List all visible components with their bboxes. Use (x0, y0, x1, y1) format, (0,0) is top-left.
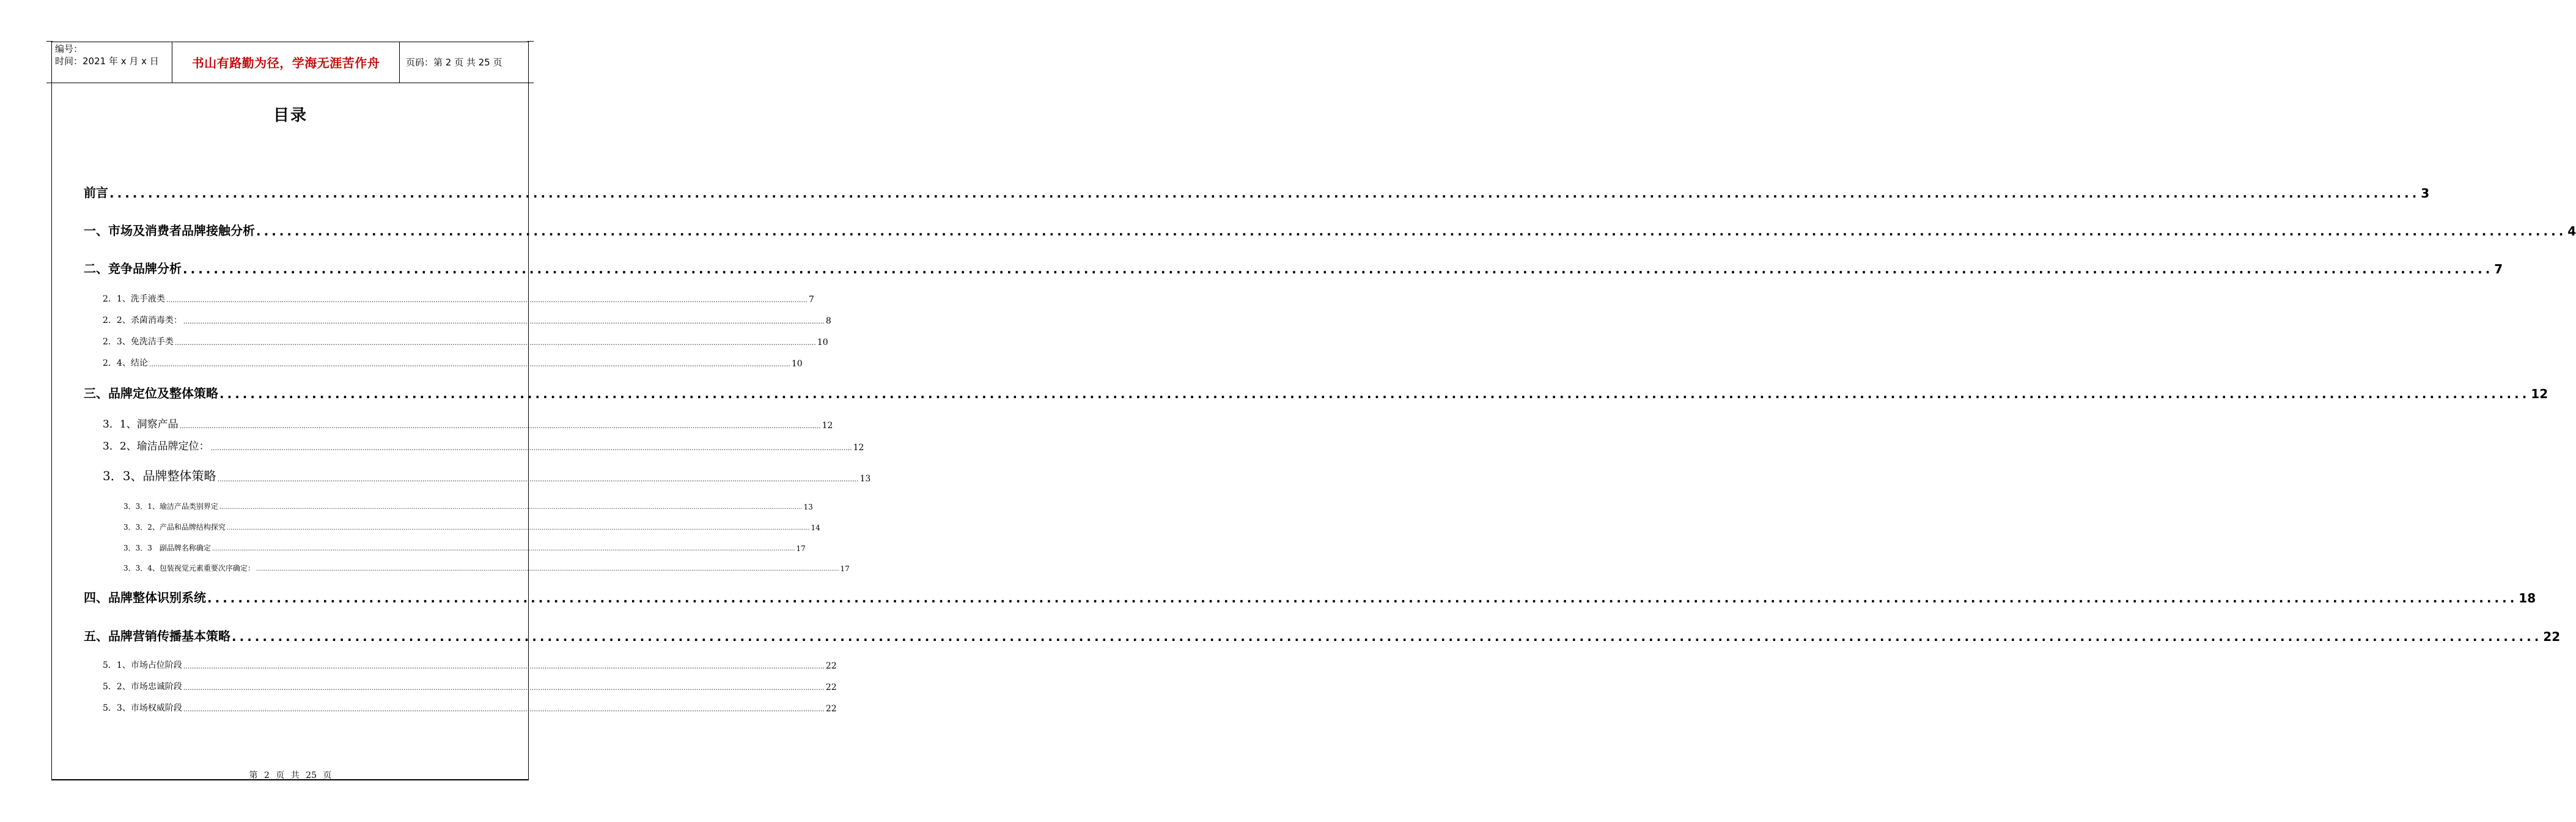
toc-leader: ............................................................................................................................................................................................................................................................................................................ (226, 525, 810, 531)
toc-entry[interactable] (123, 562, 850, 573)
toc-entry-page: 13 (859, 474, 871, 484)
toc-entry[interactable] (123, 521, 820, 532)
toc-entry[interactable] (103, 467, 871, 484)
toc-entry[interactable] (84, 183, 2430, 201)
toc-leader: ............................................................................................................................................................................................................................................................................................................ (183, 317, 825, 325)
toc-entry[interactable] (84, 259, 2503, 276)
toc-leader: ............................................................................................................................................................................................................................................................................................................ (166, 296, 808, 304)
toc-entry-page: 7 (808, 295, 814, 305)
toc-entry[interactable] (103, 335, 828, 347)
toc-leader: ............................................................................................................................................................................................................................................................................................................ (256, 224, 2567, 239)
toc-entry-label: 5．3、市场权威阶段 (103, 703, 182, 713)
toc-entry[interactable] (84, 384, 2548, 401)
toc-entry[interactable] (103, 702, 837, 714)
toc-entry-page: 22 (825, 704, 837, 714)
toc-entry-page: 10 (817, 338, 828, 347)
toc-entry-label: 三、品牌定位及整体策略 (84, 386, 218, 401)
toc-entry[interactable] (103, 314, 831, 326)
date-label: 时间：2021 年 x 月 x 日 (55, 56, 159, 67)
toc-entry-label: 2．4、结论 (103, 358, 148, 368)
toc-entry-label: 四、品牌整体识别系统 (84, 590, 206, 605)
toc-entry-label: 二、竞争品牌分析 (84, 261, 182, 276)
toc-leader: ............................................................................................................................................................................................................................................................................................................ (149, 360, 790, 368)
toc-entry-label: 2．2、杀菌消毒类： (103, 316, 182, 325)
toc-leader: ............................................................................................................................................................................................................................................................................................................ (256, 566, 839, 572)
toc-leader: ............................................................................................................................................................................................................................................................................................................ (183, 662, 825, 670)
toc-entry[interactable] (84, 588, 2536, 605)
toc-entry-page: 10 (791, 359, 803, 369)
toc-entry-label: 3．1、洞察产品 (103, 418, 178, 431)
toc-entry-label: 前言 (84, 185, 108, 200)
toc-entry-page: 8 (825, 316, 831, 326)
toc-entry-label: 3．2、瑜洁品牌定位： (103, 440, 210, 453)
toc-entry[interactable] (84, 221, 2576, 239)
toc-entry-page: 7 (2494, 262, 2503, 276)
toc-entry-page: 13 (803, 503, 813, 511)
toc-entry[interactable] (103, 357, 803, 369)
toc-entry-label: 一、市场及消费者品牌接触分析 (84, 223, 255, 238)
toc-entry-label: 5．2、市场忠诚阶段 (103, 682, 182, 692)
toc-entry-label: 3．3、品牌整体策略 (103, 468, 216, 483)
toc-entry-label: 3．3．4、包装视觉元素重要次序确定： (123, 564, 255, 572)
toc-entry-page: 17 (840, 565, 850, 573)
toc-leader: ............................................................................................................................................................................................................................................................................................................ (217, 475, 859, 483)
toc-leader: ............................................................................................................................................................................................................................................................................................................ (109, 186, 2420, 201)
toc-entry-page: 18 (2519, 591, 2536, 605)
page-info: 页码：第 2 页 共 25 页 (406, 57, 502, 68)
toc-entry-label: 2．1、洗手液类 (103, 294, 165, 304)
toc-entry-page: 22 (825, 683, 837, 692)
code-label: 编号： (55, 43, 83, 54)
toc-leader: ............................................................................................................................................................................................................................................................................................................ (232, 629, 2542, 644)
toc-entry-page: 3 (2421, 186, 2430, 201)
toc-entry-label: 五、品牌营销传播基本策略 (84, 629, 230, 643)
toc-entry-label: 3．3．3 副品牌名称确定 (123, 544, 211, 552)
toc-entry-label: 5．1、市场占位阶段 (103, 661, 182, 670)
toc-entry[interactable] (103, 292, 814, 305)
toc-leader: ............................................................................................................................................................................................................................................................................................................ (210, 444, 852, 452)
toc-leader: ............................................................................................................................................................................................................................................................................................................ (183, 684, 825, 692)
toc-entry-page: 17 (796, 544, 806, 553)
toc-entry-page: 14 (811, 524, 820, 532)
toc-entry-page: 12 (2531, 387, 2548, 401)
toc-entry[interactable] (123, 542, 806, 553)
toc-leader: ............................................................................................................................................................................................................................................................................................................ (219, 387, 2530, 401)
toc-entry[interactable] (103, 659, 837, 671)
toc-entry[interactable] (84, 627, 2561, 644)
toc-entry[interactable] (103, 680, 837, 692)
toc-leader: ............................................................................................................................................................................................................................................................................................................ (183, 705, 825, 713)
toc-leader: ............................................................................................................................................................................................................................................................................................................ (219, 504, 803, 511)
toc-entry-label: 2．3、免洗洁手类 (103, 337, 174, 347)
toc-leader: ............................................................................................................................................................................................................................................................................................................ (183, 262, 2493, 276)
toc-entry[interactable] (103, 416, 833, 431)
toc-entry[interactable] (103, 438, 864, 453)
toc-leader: ............................................................................................................................................................................................................................................................................................................ (207, 591, 2518, 605)
motto: 书山有路勤为径，学海无涯苦作舟 (172, 42, 400, 83)
toc-leader: ............................................................................................................................................................................................................................................................................................................ (174, 339, 816, 347)
toc-leader: ............................................................................................................................................................................................................................................................................................................ (212, 546, 795, 552)
toc-title: 目录 (273, 106, 307, 125)
toc-entry-label: 3．3．2、产品和品牌结构探究 (123, 523, 226, 531)
toc-entry-label: 3．3．1、瑜洁产品类别界定 (123, 502, 218, 511)
toc-entry-page: 22 (825, 661, 837, 671)
page-footer: 第 2 页 共 25 页 (249, 771, 332, 780)
toc-entry-page: 4 (2567, 224, 2576, 239)
toc-entry-page: 22 (2543, 629, 2561, 644)
toc-entry-page: 12 (822, 421, 833, 431)
toc-entry[interactable] (123, 500, 813, 511)
toc-entry-page: 12 (853, 443, 864, 453)
toc-leader: ............................................................................................................................................................................................................................................................................................................ (179, 422, 821, 430)
